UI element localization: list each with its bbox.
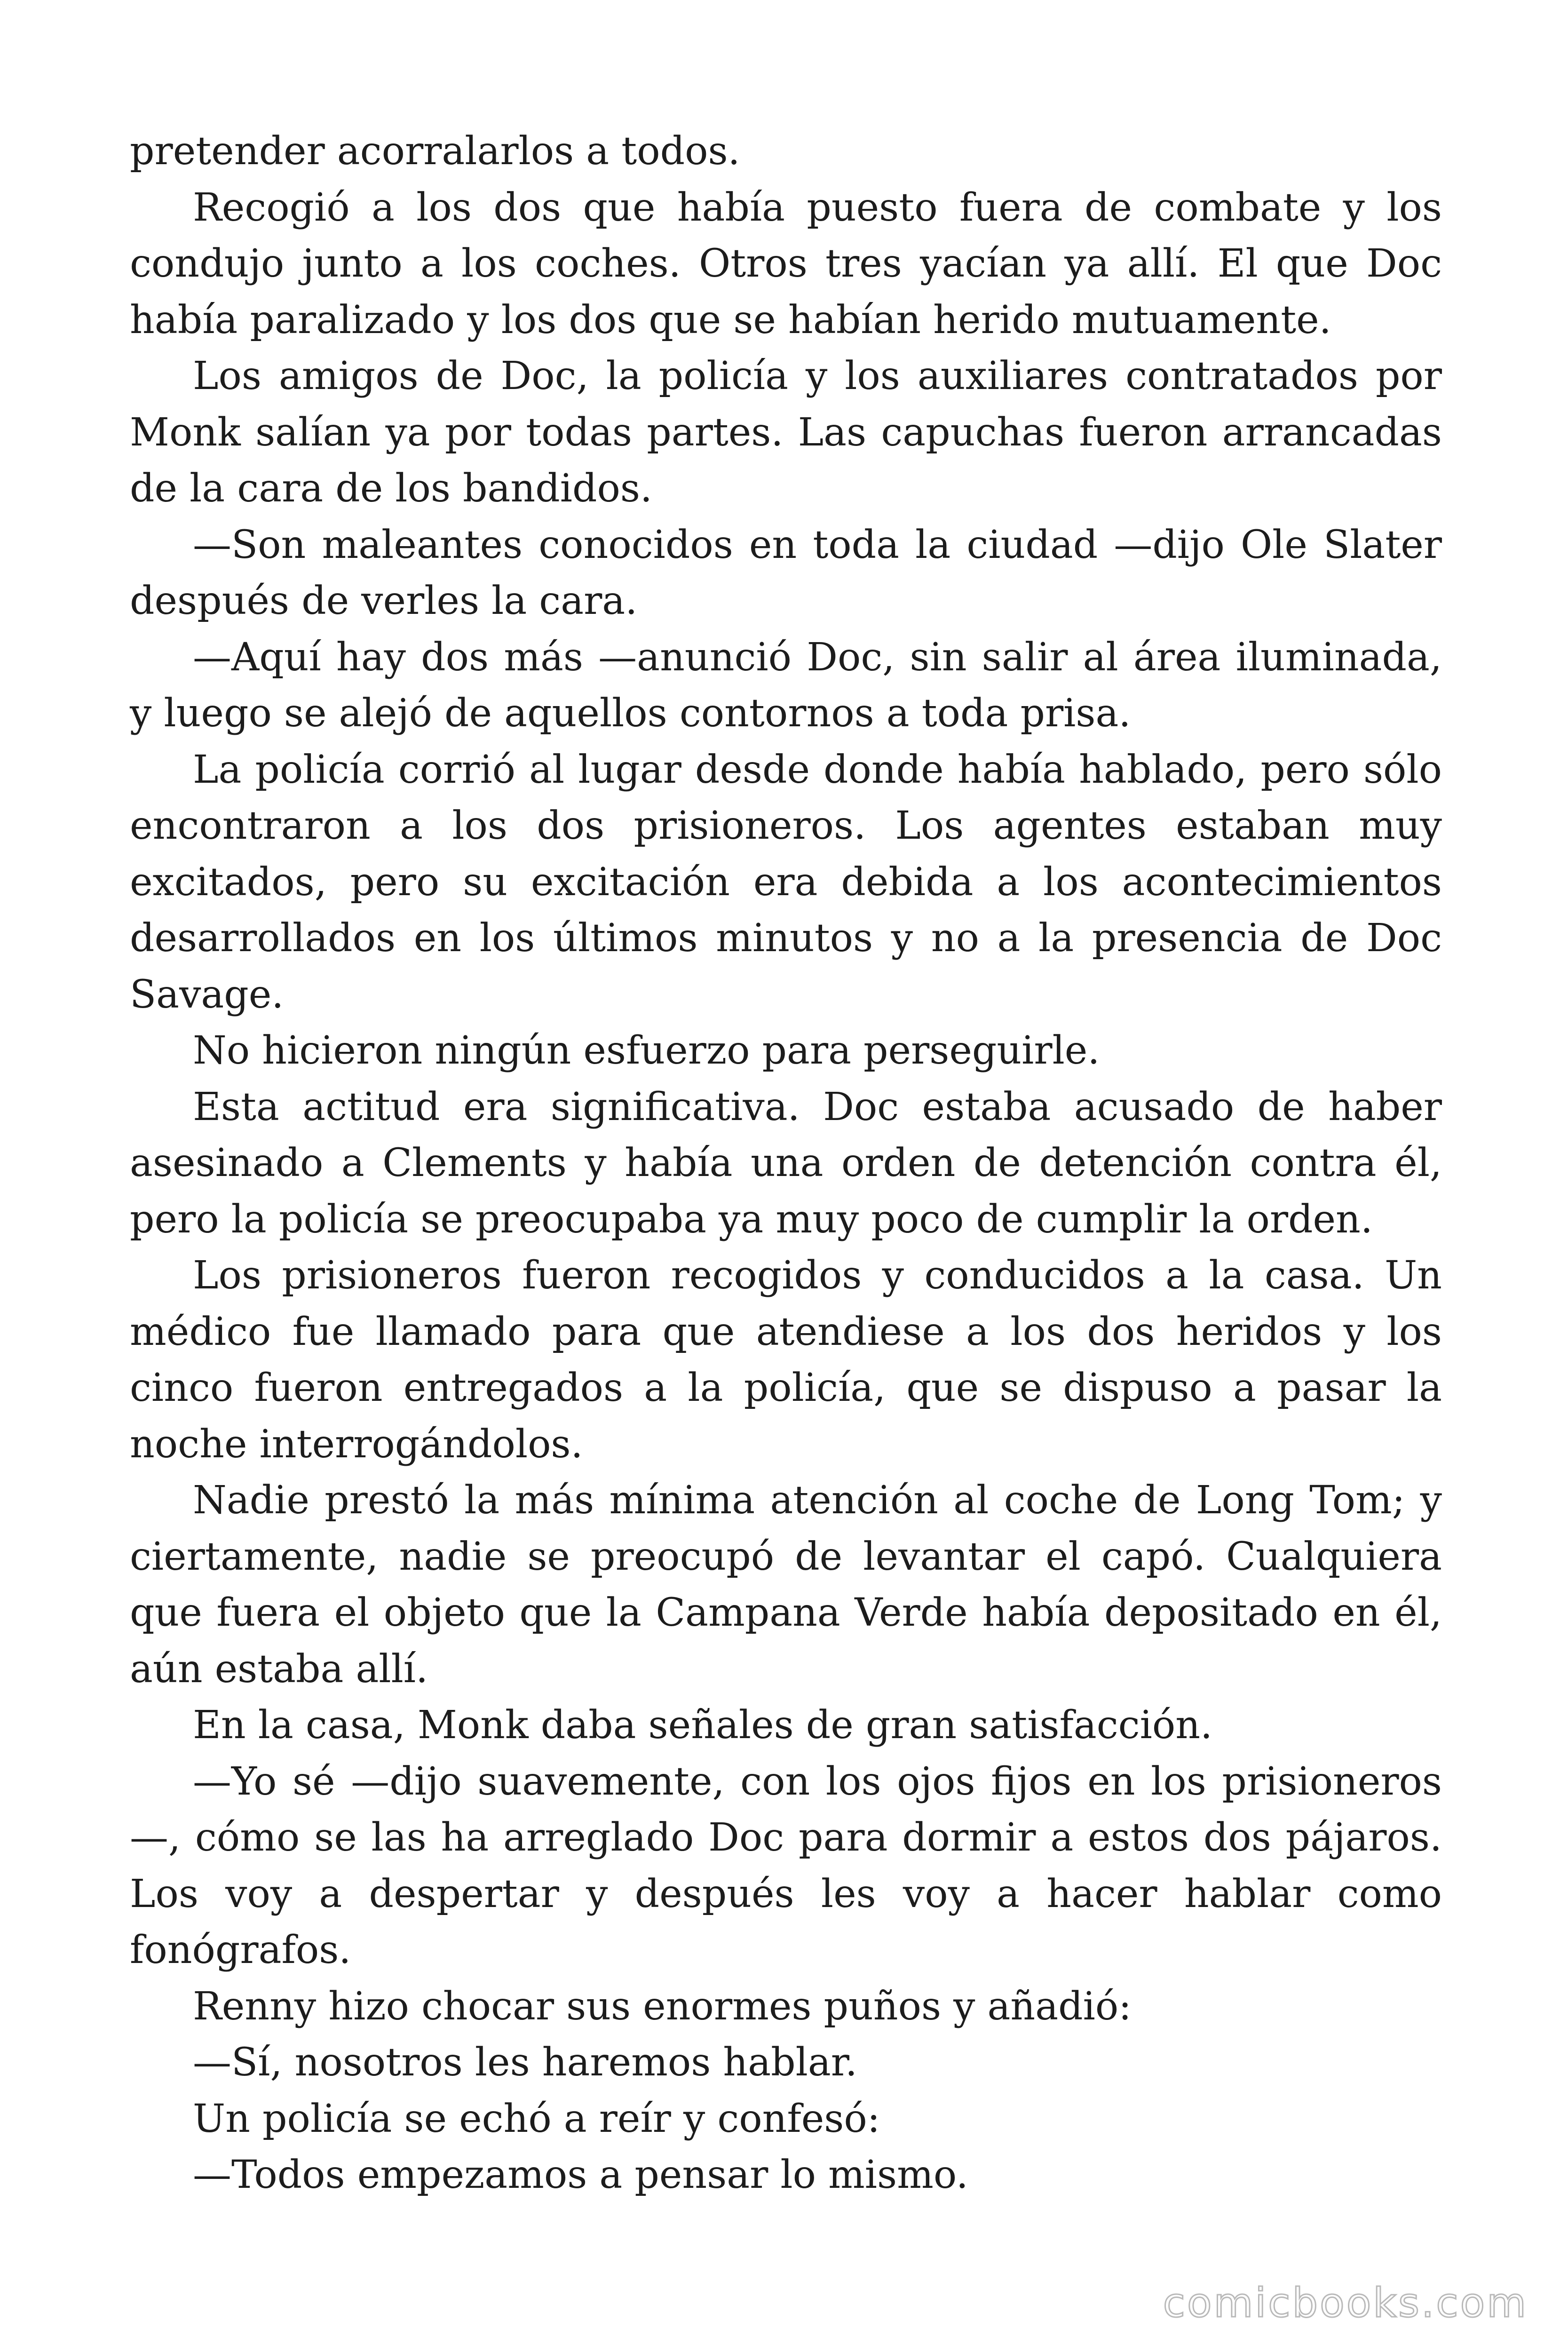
paragraph: Un policía se echó a reír y confesó: (193, 2096, 880, 2141)
paragraph: Esta actitud era significativa. Doc estaba acusado de haber asesinado a Clements y había una orden de detención contra él, pero la policía se preocupaba ya muy poco de cumplir la orden. (130, 1084, 1442, 1242)
paragraph: —Todos empezamos a pensar lo mismo. (193, 2153, 968, 2197)
paragraph: Renny hizo chocar sus enormes puños y añadió: (193, 1984, 1132, 2029)
paragraph: —Yo sé —dijo suavemente, con los ojos fijos en los prisioneros —, cómo se las ha arreglado Doc para dormir a estos dos pájaros. Los voy a despertar y después les voy a hacer hablar como fonógrafos. (130, 1759, 1442, 1972)
paragraph: —Aquí hay dos más —anunció Doc, sin salir al área iluminada, y luego se alejó de aquellos contornos a toda prisa. (130, 635, 1442, 736)
paragraph: —Son maleantes conocidos en toda la ciudad —dijo Ole Slater después de verles la cara. (130, 522, 1442, 623)
paragraph: La policía corrió al lugar desde donde había hablado, pero sólo encontraron a los dos prisioneros. Los agentes estaban muy excitados, pero su excitación era debida a los acontecimientos desarrollados en los últimos minutos y no a la presencia de Doc Savage. (130, 747, 1442, 1017)
paragraph: Nadie prestó la más mínima atención al coche de Long Tom; y ciertamente, nadie se preocupó de levantar el capó. Cualquiera que fuera el objeto que la Campana Verde había depositado en él, aún estaba allí. (130, 1478, 1442, 1692)
paragraph-continuation: pretender acorralarlos a todos. (130, 129, 740, 174)
site-watermark: comicbooks.com (1163, 2280, 1528, 2327)
paragraph: No hicieron ningún esfuerzo para perseguirle. (193, 1028, 1100, 1073)
paragraph: Los prisioneros fueron recogidos y conducidos a la casa. Un médico fue llamado para que atendiese a los dos heridos y los cinco fueron entregados a la policía, que se dispuso a pasar la noche interrogándolos. (130, 1253, 1442, 1467)
paragraph: —Sí, nosotros les haremos hablar. (193, 2040, 857, 2085)
paragraph: Los amigos de Doc, la policía y los auxiliares contratados por Monk salían ya por todas partes. Las capuchas fueron arrancadas de la cara de los bandidos. (130, 354, 1442, 511)
body-text (130, 123, 1442, 2203)
paragraph: Recogió a los dos que había puesto fuera de combate y los condujo junto a los coches. Otros tres yacían ya allí. El que Doc había paralizado y los dos que se habían herido mutuamente. (130, 185, 1442, 342)
paragraph: En la casa, Monk daba señales de gran satisfacción. (193, 1703, 1213, 1748)
